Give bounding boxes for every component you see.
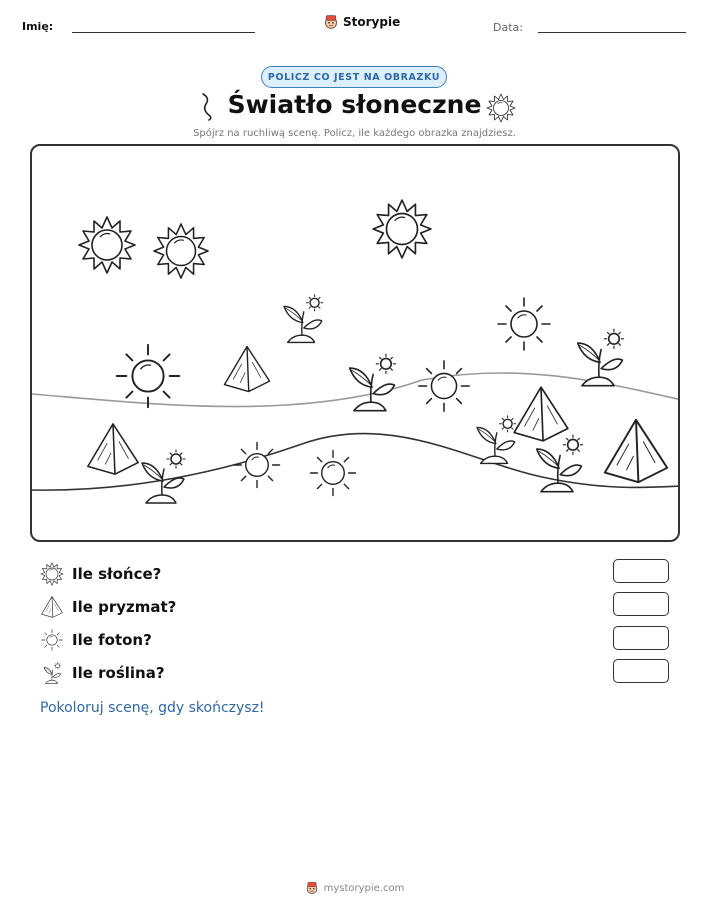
- brand: [323, 14, 400, 30]
- plant-icon: [40, 661, 64, 685]
- question-label: Ile foton?: [72, 631, 152, 649]
- coloring-instruction: Pokoloruj scenę, gdy skończysz!: [40, 700, 265, 716]
- answer-box-sun[interactable]: [613, 559, 669, 583]
- name-label: Imię:: [22, 20, 54, 33]
- question-row: [40, 561, 161, 587]
- scene-prism-4: [605, 420, 667, 482]
- question-label: Ile roślina?: [72, 664, 165, 682]
- scene-sun-1: [79, 217, 135, 273]
- date-label: Data:: [493, 21, 523, 34]
- date-line[interactable]: [538, 32, 686, 33]
- scene-plant-2: [350, 354, 396, 411]
- answer-box-plant[interactable]: [613, 659, 669, 683]
- sun-icon: [40, 562, 64, 586]
- page-subtitle: Spójrz na ruchliwą scenę. Policz, ile każdego obrazka znajdziesz.: [193, 128, 516, 139]
- question-row: [40, 594, 176, 620]
- page-title: Światło słoneczne: [227, 90, 482, 119]
- scene-plant-6: [142, 450, 185, 503]
- site-footer: [0, 881, 709, 895]
- scene-photon-5: [310, 450, 355, 495]
- scene-prism-2: [88, 424, 138, 474]
- question-row: [40, 660, 165, 686]
- scene-photon-1: [117, 345, 179, 407]
- scene-prism-1: [224, 346, 269, 391]
- question-row: [40, 627, 152, 653]
- scene-plant-3: [578, 329, 624, 386]
- scene-prism-3: [514, 387, 568, 441]
- scene-sun-2: [154, 224, 208, 278]
- name-line[interactable]: [72, 32, 255, 33]
- question-label: Ile pryzmat?: [72, 598, 177, 616]
- scene-plant-1: [284, 295, 323, 343]
- activity-badge: POLICZ CO JEST NA OBRAZKU: [261, 66, 447, 88]
- scene-plant-4: [477, 416, 516, 464]
- photon-icon: [40, 628, 64, 652]
- scene-photon-4: [234, 442, 279, 487]
- brand-name: Storypie: [343, 15, 401, 29]
- answer-box-photon[interactable]: [613, 626, 669, 650]
- counting-scene: [30, 144, 680, 542]
- scene-photon-2: [498, 298, 550, 350]
- scene-photon-3: [419, 361, 469, 411]
- storypie-logo-icon: [323, 14, 339, 30]
- title-sun-icon: [486, 93, 516, 123]
- prism-icon: [40, 595, 64, 619]
- storypie-logo-icon: [305, 881, 319, 895]
- site-url[interactable]: mystorypie.com: [323, 882, 405, 894]
- question-label: Ile słońce?: [72, 565, 162, 583]
- scene-sun-3: [373, 200, 431, 258]
- answer-box-prism[interactable]: [613, 592, 669, 616]
